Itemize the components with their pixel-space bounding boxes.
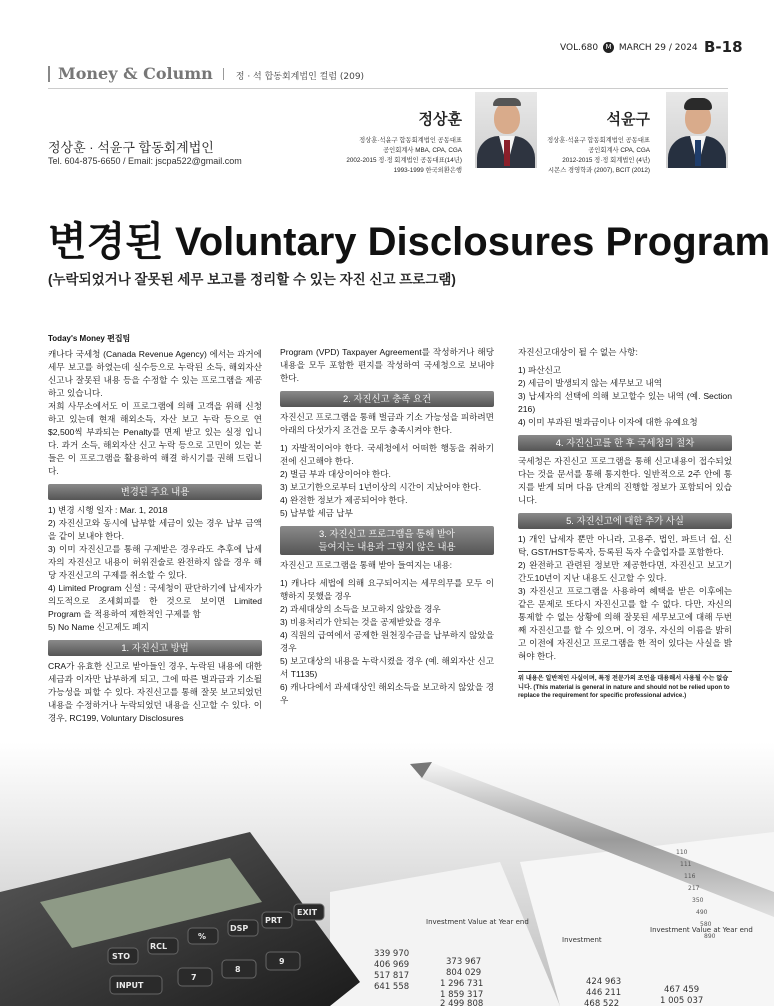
column-3 (518, 346, 732, 701)
firm-name: 정상훈 · 석윤구 합동회계법인 (48, 140, 214, 155)
author-credential: 시몬스 경영학과 (2007), BCIT (2012) (548, 167, 650, 174)
article-body (48, 332, 732, 742)
svg-text:490: 490 (696, 909, 708, 916)
paragraph: 자진신고 프로그램을 통해 벌금과 기소 가능성을 피하려면 아래의 다섯가지 조건을 모두 충족시켜야 한다. (280, 412, 494, 435)
section-heading: 3. 자진신고 프로그램을 통해 받아 들여지는 내용과 그렇지 않은 내용 (280, 526, 494, 555)
issue-line (560, 42, 698, 53)
svg-text:116: 116 (684, 873, 696, 880)
svg-text:217: 217 (688, 885, 700, 892)
list-item: 1) 변경 시행 일자 : Mar. 1, 2018 (48, 505, 168, 515)
paper-value: 1 005 037 (660, 996, 704, 1006)
calc-key-label: 7 (191, 973, 197, 982)
header-rule (48, 88, 728, 89)
section-heading: 1. 자진신고 방법 (48, 640, 262, 656)
paragraph: Program (VPD) Taxpayer Agreement를 작성하거나 해당 내용을 모두 포함한 편지를 작성하여 국세청으로 보내야 한다. (280, 347, 494, 383)
list-item: 3) 납세자의 선택에 의해 보고할수 있는 내역 (예. Section 216) (518, 391, 732, 414)
svg-text:580: 580 (700, 921, 712, 928)
list-item: 2) 자진신고와 동시에 납부할 세금이 있는 경우 납부 금액을 같이 보내야 한다. (48, 518, 262, 541)
calc-key-label: INPUT (116, 981, 144, 990)
list-item: 2) 벌금 부과 대상이어야 한다. (280, 469, 391, 479)
column-header (48, 64, 364, 83)
paragraph: 자진신고대상이 될 수 없는 사항: (518, 347, 638, 357)
author-name: 석윤구 (606, 111, 650, 128)
author-name: 정상훈 (418, 111, 462, 128)
issue-date: MARCH 29 / 2024 (618, 43, 698, 53)
author-credential: 1993-1999 한국외환은행 (393, 167, 462, 174)
calc-key-label: PRT (265, 916, 283, 925)
paragraph: 저희 사무소에서도 이 프로그램에 의해 고객을 위해 신청하고 있는데 현재 해외소득, 자산 보고 누락 등으로 연 $2,500씩 부과되는 Penalty를 면제 받고 있는 실정 입니다. 과거 소득, 해외자산 신고 누락 등으로 고민이 있는 분들은 이 프로그램을 활용하여 해결 하시기를 권해 드립니다. (48, 401, 262, 476)
issue-number: VOL.680 (560, 43, 599, 53)
disclaimer: 위 내용은 일반적인 사실이며, 특정 전문가의 조언을 대용해서 사용될 수는 없습니다. (This material is general in nature and should not be relied upon to replace the requirement for specific professional advice.) (518, 671, 732, 701)
list-item: 3) 보고기한으로부터 1년이상의 시간이 지났어야 한다. (280, 482, 482, 492)
list-item: 3) 비용처리가 안되는 것을 공제받았을 경우 (280, 617, 441, 627)
list-item: 1) 파산신고 (518, 365, 562, 375)
author-credential: 2012-2015 정·정 회계법인 (4년) (562, 157, 650, 164)
calc-key-label: 8 (235, 965, 241, 974)
section-heading: 5. 자진신고에 대한 추가 사실 (518, 513, 732, 529)
svg-text:110: 110 (676, 849, 688, 856)
author-photo (475, 92, 537, 168)
svg-text:111: 111 (680, 861, 692, 868)
paper-value: 467 459 (664, 985, 700, 995)
author-block-2 (547, 108, 650, 176)
paper-value: 1 859 317 (440, 990, 484, 1000)
list-item: 5) No Name 신고제도 폐지 (48, 622, 149, 632)
calc-key-label: DSP (230, 924, 249, 933)
list-item: 6) 캐나다에서 과세대상인 해외소득을 보고하지 않았을 경우 (280, 682, 494, 705)
column-1 (48, 332, 262, 725)
list-item: 5) 납부할 세금 납부 (280, 508, 353, 518)
byline: Today's Money 편집팀 (48, 334, 131, 343)
calc-key-label: % (198, 932, 207, 941)
paper-value: 424 963 (586, 977, 622, 987)
list-item: 2) 과세대상의 소득을 보고하지 않았을 경우 (280, 604, 441, 614)
list-item: 4) 이미 부과된 벌과금이나 이자에 대한 유예요청 (518, 417, 698, 427)
calc-key-label: STO (112, 952, 131, 961)
paper-value: 406 969 (374, 960, 410, 970)
column-2 (280, 346, 494, 707)
paper-value: 804 029 (446, 968, 482, 978)
paper-value: 2 499 808 (440, 999, 484, 1006)
article-subtitle: (누락되었거나 잘못된 세무 보고를 정리할 수 있는 자진 신고 프로그램) (48, 272, 456, 287)
header-bar (48, 66, 50, 82)
author-block-1 (346, 108, 462, 176)
list-item: 1) 캐나다 세법에 의해 요구되어지는 세무의무를 모두 이행하지 못했을 경우 (280, 578, 494, 601)
calc-key-label: RCL (150, 942, 168, 951)
author-credential: 공인회계사 CPA, CGA (588, 147, 650, 154)
paragraph: 캐나다 국세청 (Canada Revenue Agency) 에서는 과거에 세무 보고를 하였는데 실수등으로 누락된 소득, 해외자산 신고나 잘못된 내용 등을 수정할 수 있는 프로그램을 제공하고 있습니다. (48, 349, 262, 398)
author-credential: 공인회계사 MBA, CPA, CGA (383, 147, 462, 154)
author-credential: 정상훈·석윤구 합동회계법인 공동대표 (547, 137, 650, 144)
section-heading: 2. 자진신고 충족 요건 (280, 391, 494, 407)
paper-header: Investment (562, 936, 602, 944)
svg-text:350: 350 (692, 897, 704, 904)
section-heading: 4. 자진신고를 한 후 국세청의 절차 (518, 435, 732, 451)
list-item: 3) 이미 자진신고를 통해 구제받은 경우라도 추후에 납세자의 자진신고 내용이 허위진술로 완전하지 않을 경우 해당 자진신고의 구제를 취소할 수 있다. (48, 544, 262, 580)
firm-contact: Tel. 604-875-6650 / Email: jscpa522@gmail.com (48, 156, 242, 166)
list-item: 4) Limited Program 신설 : 국세청이 판단하기에 납세자가 의도적으로 조세회피를 한 것으로 보이면 Limited Program 을 적용하여 제한적인 구제를 함 (48, 583, 262, 619)
paper-value: 373 967 (446, 957, 482, 967)
author-credential: 정상훈·석윤구 합동회계법인 공동대표 (359, 137, 462, 144)
paper-header: Investment Value at Year end (426, 918, 529, 926)
paper-value: 339 970 (374, 949, 410, 959)
paragraph: 국세청은 자진신고 프로그램을 통해 신고내용이 접수되었다는 것을 문서를 통해 통지한다. 일반적으로 2주 안에 통지를 받게 되며 다음 단계의 진행할 정보가 포함되어 있습니다. (518, 456, 732, 505)
paragraph: 자진신고 프로그램을 통해 받아 들여지는 내용: (280, 560, 453, 570)
calculator-photo-illustration (0, 742, 774, 1006)
paragraph: CRA가 유효한 신고로 받아들인 경우, 누락된 내용에 대한 세금과 이자만 납부하게 되고, 그에 따른 벌과금과 기소될 가능성을 피할 수 있다. 자진신고를 통해 잘못 보고되었던 내용을 수정하거나 누락되었던 내용을 신고할 수 있다. 이 경우, RC199, Voluntary Disclosures (48, 661, 262, 723)
article-title: 변경된 Voluntary Disclosures Program (48, 220, 771, 264)
calc-key-label: EXIT (297, 908, 318, 917)
paper-value: 641 558 (374, 982, 410, 992)
header-separator (223, 68, 224, 80)
list-item: 4) 직원의 급여에서 공제한 원천징수금을 납부하지 않았을 경우 (280, 630, 494, 653)
author-credential: 2002-2015 정·정 회계법인 공동대표(14년) (346, 157, 462, 164)
author-photo (666, 92, 728, 168)
list-item: 2) 세금이 발생되지 않는 세무보고 내역 (518, 378, 663, 388)
list-item: 2) 완전하고 관련된 정보만 제공한다면, 자진신고 보고기간도10년이 지난 내용도 신고할 수 있다. (518, 560, 732, 583)
magazine-logo-icon: M (603, 42, 614, 53)
calculator-photo (0, 742, 774, 1006)
list-item: 4) 완전한 정보가 제공되어야 한다. (280, 495, 408, 505)
paper-value: 1 296 731 (440, 979, 484, 989)
list-item: 3) 자진신고 프로그램을 사용하여 혜택을 받은 이후에는 같은 문제로 또다시 자진신고를 할 수 없다. 다만, 자신의 통제할 수 없는 상황에 의해 잘못된 세무보고에 대해 두번째 자진신고를 할 수 있으며, 이 경우, 자신의 이름을 밝히고 이전에 자진신고 프로그램을 한 적이 있다는 사실을 밝혀야 한다. (518, 586, 732, 661)
page-number: B-18 (704, 38, 743, 56)
list-item: 5) 보고대상의 내용을 누락시켰을 경우 (예. 해외자산 신고서 T1135) (280, 656, 494, 679)
paper-value: 446 211 (586, 988, 622, 998)
column-name: 정 · 석 합동회계법인 컬럼 (209) (235, 72, 365, 82)
list-item: 1) 자발적이어야 한다. 국세청에서 어떠한 행동을 취하기 전에 신고해야 한다. (280, 443, 494, 466)
paper-value: 468 522 (584, 999, 620, 1006)
svg-text:890: 890 (704, 933, 716, 940)
list-item: 1) 개인 납세자 뿐만 아니라, 고용주, 법인, 파트너 쉽, 신탁, GST/HST등록자, 등록된 독자 수출업자를 포함한다. (518, 534, 732, 557)
paper-value: 517 817 (374, 971, 410, 981)
paper-header: Investment Value at Year end (650, 926, 753, 934)
brand-label: Money & Column (58, 64, 213, 83)
section-heading: 변경된 주요 내용 (48, 484, 262, 500)
calc-key-label: 9 (279, 957, 285, 966)
